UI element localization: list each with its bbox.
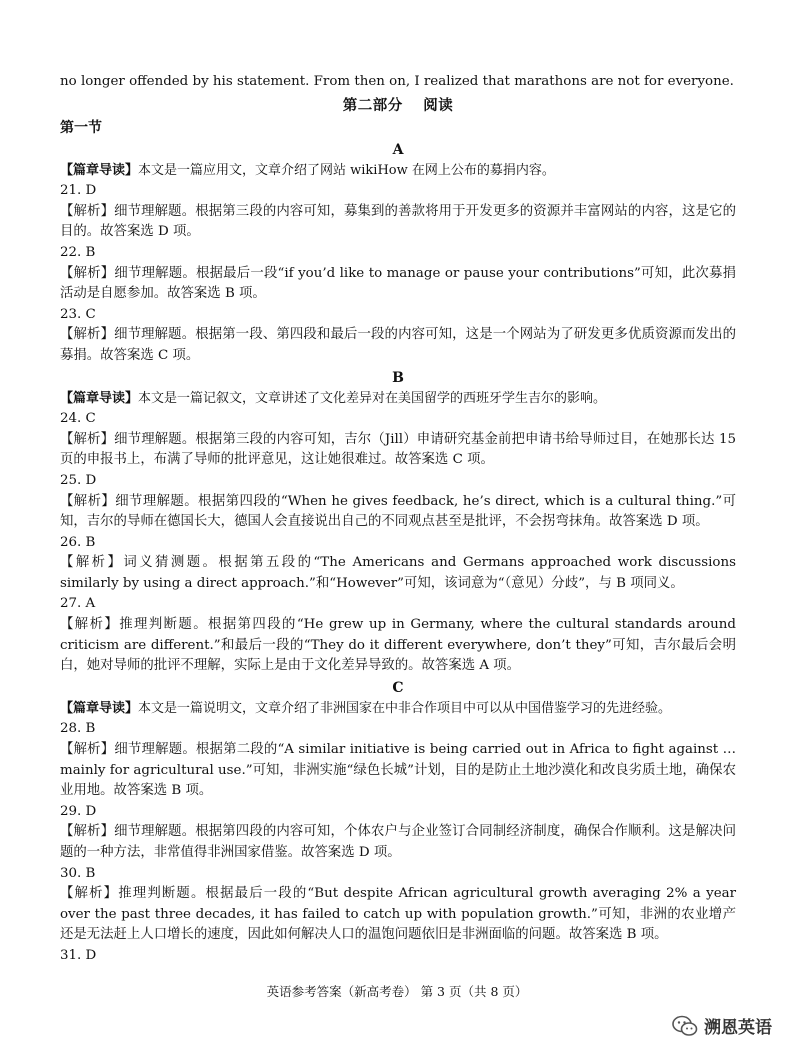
explanation-22: 【解析】细节理解题。根据最后一段“if you’d like to manage or pause your contributions”可知，此次募捐活动是自愿参加。故答案选 B 项。 [60,265,737,302]
explanation-25: 【解析】细节理解题。根据第四段的“When he gives feedback, he’s direct, which is a cultural thing.”可知，吉尔的导师在德国长大，德国人会直接说出自己的不同观点甚至是批评，不会拐弯抹角。故答案选 D 项。 [60,493,737,530]
answer-29: 29. D [60,803,97,819]
part-a-letter: A [392,141,404,158]
answer-24: 24. C [60,411,96,427]
explanation-28: 【解析】细节理解题。根据第二段的“A similar initiative is being carried out in Africa to fight against … mainly for agricultural use.”可知，非洲实施“绿色长城”计划，目的是防止土地沙漠化和改良劣质土地，确保农业用地。故答案选 B 项。 [60,742,737,799]
part-b-guide: 【篇章导读】本文是一篇记叙文，文章讲述了文化差异对在美国留学的西班牙学生吉尔的影响。 [60,390,607,406]
brand-name: 溯恩英语 [704,1018,772,1038]
part-a-guide: 【篇章导读】本文是一篇应用文，文章介绍了网站 wikiHow 在网上公布的募捐内容。 [60,162,555,178]
subsection-title: 第一节 [60,119,102,136]
answer-26: 26. B [60,534,96,550]
answer-25: 25. D [60,472,97,488]
page-footer: 英语参考答案（新高考卷） 第 3 页（共 8 页） [266,984,528,999]
answer-21: 21. D [60,183,97,199]
brand-watermark [672,1013,772,1038]
explanation-23: 【解析】细节理解题。根据第一段、第四段和最后一段的内容可知，这是一个网站为了研发更多优质资源而发出的募捐。故答案选 C 项。 [60,327,736,363]
answer-30: 30. B [60,865,96,881]
section-title: 第二部分 阅读 [342,96,454,114]
explanation-30: 【解析】推理判断题。根据最后一段的“But despite African agricultural growth averaging 2% a year over the past three decades, it has failed to catch up with population growth.”可知，非洲的农业增产还是无法赶上人口增长的速度，因此如何解决人口的温饱问题依旧是非洲面临的问题。故答案选 B 项。 [60,886,737,943]
intro-line: no longer offended by his statement. From then on, I realized that marathons are not for everyone. [60,74,734,89]
answer-23: 23. C [60,306,96,322]
wechat-icon [672,1015,698,1037]
part-c-letter: C [392,679,404,696]
explanation-21: 【解析】细节理解题。根据第三段的内容可知，募集到的善款将用于开发更多的资源并丰富网站的内容，这是它的目的。故答案选 D 项。 [60,203,736,240]
explanation-26: 【解析】词义猜测题。根据第五段的“The Americans and Germans approached work discussions similarly by using a direct approach.”和“However”可知，该词意为“（意见）分歧”，与 B 项同义。 [60,555,736,591]
answer-31: 31. D [60,947,97,963]
answer-28: 28. B [60,721,96,737]
part-c-guide: 【篇章导读】本文是一篇说明文，文章介绍了非洲国家在中非合作项目中可以从中国借鉴学习的先进经验。 [60,700,672,716]
answer-27: 27. A [60,596,96,612]
explanation-29: 【解析】细节理解题。根据第四段的内容可知，个体农户与企业签订合同制经济制度，确保合作顺利。这是解决问题的一种方法，非常值得非洲国家借鉴。故答案选 D 项。 [60,824,736,860]
part-b-letter: B [392,369,404,386]
answer-22: 22. B [60,244,96,260]
explanation-27: 【解析】推理判断题。根据第四段的“He grew up in Germany, where the cultural standards around criticism are different.”和最后一段的“They do it different everywhere, don’t they”可知，吉尔最后会明白，她对导师的批评不理解，实际上是由于文化差异导致的。故答案选 A 项。 [60,617,737,674]
explanation-24: 【解析】细节理解题。根据第三段的内容可知，吉尔（Jill）申请研究基金前把申请书给导师过目，在她那长达 15 页的申报书上，布满了导师的批评意见，这让她很难过。故答案选 C 项。 [60,431,737,468]
answer-document [60,72,736,967]
